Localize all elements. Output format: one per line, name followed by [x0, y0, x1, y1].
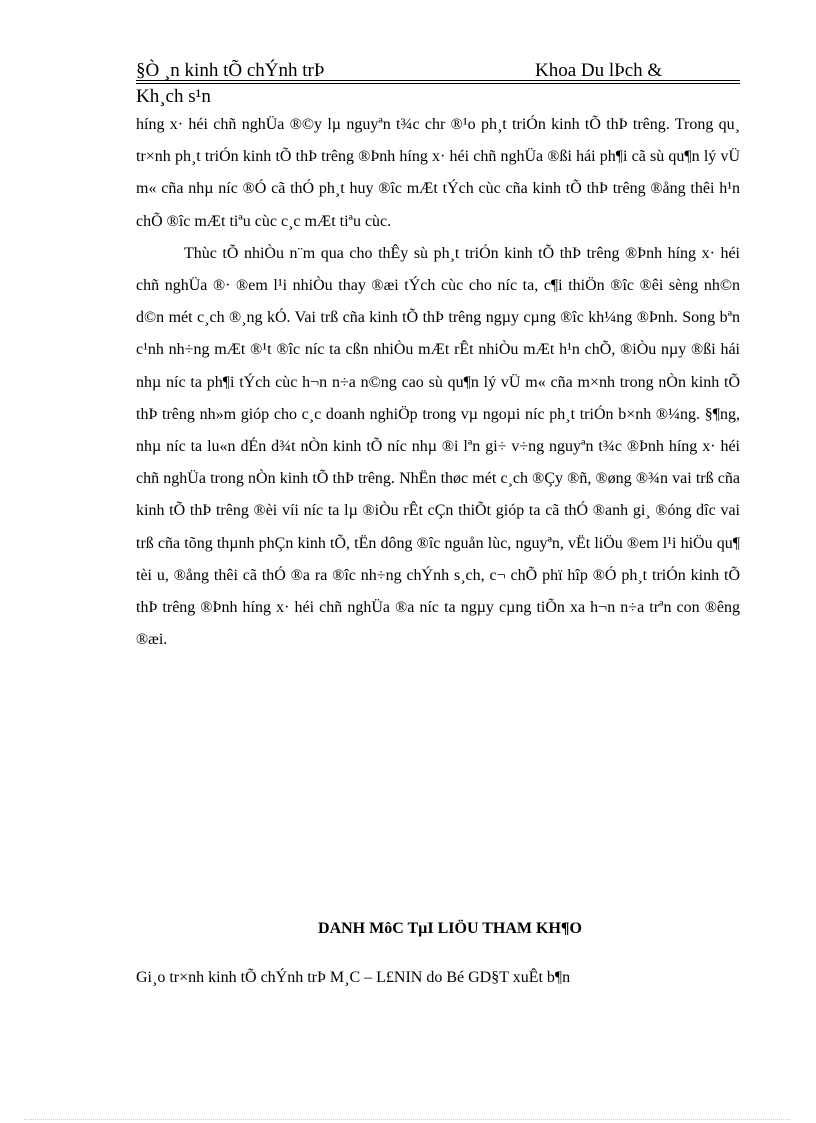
body-paragraph-1: híng x· héi chñ nghÜa ®©y lµ nguyªn t¾c chr ®¹o ph¸t triÓn kinh tÕ thÞ trêng. Trong qu¸ tr×nh ph¸t triÓn kinh tÕ thÞ trêng ®Þnh híng x· héi chñ nghÜa ®ßi hái ph¶i cã sù qu¶n lý vÜ m« cña nhµ níc ®Ó cã thÓ ph¸t huy ®îc mÆt tÝch cùc cña kinh tÕ thÞ trêng ®ång thêi h¹n chÕ ®îc mÆt tiªu cùc c¸c mÆt tiªu cùc.	[136, 116, 740, 230]
references-heading: DANH MôC TµI LIÖU THAM KH¶O	[318, 920, 582, 937]
running-header-left	[136, 58, 496, 110]
reference-item: Gi¸o tr×nh kinh tÕ chÝnh trÞ M¸C – L£NIN do Bé GD§T xuÊt b¶n	[136, 969, 571, 986]
header-left-line-1: §Ò ¸n kinh tÕ chÝnh trÞ	[136, 60, 325, 81]
header-left-line-2: Kh¸ch s¹n	[136, 86, 211, 107]
body-paragraph-2: Thùc tÕ nhiÒu n¨m qua cho thÊy sù ph¸t triÓn kinh tÕ thÞ trêng ®Þnh híng x· héi chñ nghÜa ®· ®em l¹i nhiÒu thay ®æi tÝch cùc cho níc ta, c¶i thiÖn ®îc ®êi sèng nh©n d©n mét c¸ch ®¸ng kÓ. Vai trß cña kinh tÕ thÞ trêng ngµy cµng ®îc kh¼ng ®Þnh. Song bªn c¹nh nh÷ng mÆt ®¹t ®îc níc ta cßn nhiÒu mÆt rÊt nhiÒu mÆt h¹n chÕ, ®iÒu nµy ®ßi hái nhµ níc ta ph¶i tÝch cùc h¬n n÷a n©ng cao sù qu¶n lý vÜ m« cña m×nh trong nÒn kinh tÕ thÞ trêng nh»m gióp cho c¸c doanh nghiÖp trong vµ ngoµi níc ph¸t triÓn b×nh ®¼ng. §¶ng, nhµ níc ta lu«n dÉn d¾t nÒn kinh tÕ níc nhµ ®i lªn gi÷ v÷ng nguyªn t¾c ®Þnh híng x· héi chñ nghÜa trong nÒn kinh tÕ thÞ trêng. NhËn thøc mét c¸ch ®Çy ®ñ, ®øng ®¾n vai trß cña kinh tÕ thÞ trêng ®èi víi níc ta lµ ®iÒu rÊt cÇn thiÕt gióp ta cã thÓ ®anh gi¸ ®óng dîc vai trß cña tõng thµnh phÇn kinh tÕ, tËn dông ®îc nguån lùc, nguyªn, vËt liÖu ®em l¹i hiÖu qu¶ tèi u, ®ång thêi cã thÓ ®a ra ®îc nh÷ng chÝnh s¸ch, c¬ chÕ phï hîp ®Ó ph¸t triÓn kinh tÕ thÞ trêng ®Þnh híng x· héi chñ nghÜa ®a níc ta ngµy cµng tiÕn xa h¬n n÷a trªn con ®êng ®æi.	[136, 244, 740, 649]
header-rule-top	[136, 80, 740, 81]
body-text	[136, 109, 740, 656]
running-header-right: Khoa Du lÞch &	[535, 60, 663, 81]
page-bottom-border	[24, 1119, 790, 1120]
header-rule-bottom	[136, 83, 740, 84]
